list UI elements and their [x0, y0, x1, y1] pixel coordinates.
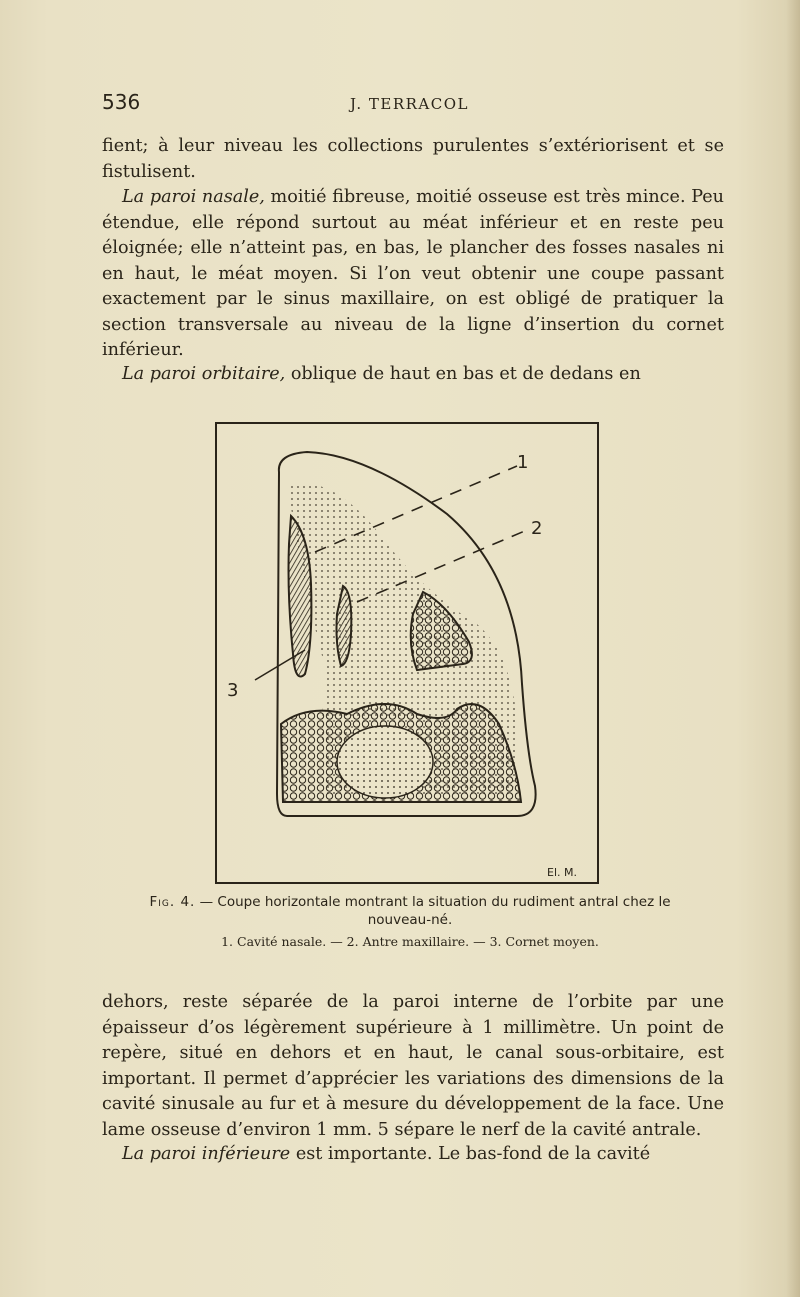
artist-signature: El. M. [547, 866, 577, 879]
figure-caption [120, 893, 700, 929]
paragraph-lead: La paroi inférieure [122, 1144, 291, 1164]
label-3: 3 [227, 680, 239, 701]
paragraph-text: moitié fibreuse, moitié osseuse est très mince. Peu étendue, elle répond surtout au méat inférieur et en reste peu éloignée; elle n’atteint pas, en bas, le plancher des fosses nasales ni en haut, le méat moyen. Si l’on veut obtenir une coupe passant exactement par le sinus maxillaire, on est obligé de pratiquer la section transversale au niveau de la ligne d’insertion du cornet inférieur. [102, 187, 724, 360]
paragraph-lead: La paroi nasale, [122, 187, 265, 207]
paragraph-lead: La paroi orbitaire, [122, 364, 286, 384]
figure-legend: 1. Cavité nasale. — 2. Antre maxillaire. — 3. Cornet moyen. [221, 934, 599, 949]
page-number: 536 [102, 90, 141, 114]
paragraph-1: fient; à leur niveau les collections purulentes s’extériorisent et se fistulisent. [102, 136, 724, 182]
figure-number: Fig. 4. [149, 894, 196, 910]
figure-frame [215, 422, 599, 884]
paragraph-inferior-wall [102, 1142, 724, 1168]
paragraph-4: dehors, reste séparée de la paroi interne de l’orbite par une épaisseur d’os légèrement supérieure à 1 millimètre. Un point de repère, situé en dehors et en haut, le canal sous-orbitaire, est important. Il permet d’apprécier les variations des dimensions de la cavité sinusale au fur et à mesure du développement de la face. Une lame osseuse d’environ 1 mm. 5 sépare le nerf de la cavité antrale. [102, 992, 724, 1140]
paragraph-text: est importante. Le bas-fond de la cavité [290, 1144, 651, 1164]
paragraph-nasal-wall [102, 185, 724, 364]
paragraph-text: oblique de haut en bas et de dedans en [285, 364, 641, 384]
paragraph-orbital-wall [102, 362, 724, 388]
label-1: 1 [517, 452, 529, 473]
caption-text: — Coupe horizontale montrant la situation du rudiment antral chez le nouveau-né. [195, 894, 671, 928]
running-head: J. TERRACOL [350, 95, 469, 113]
label-2: 2 [531, 518, 543, 539]
page-edge-shadow [786, 0, 800, 1297]
page-header [102, 90, 722, 116]
anatomical-section-drawing [217, 424, 597, 882]
